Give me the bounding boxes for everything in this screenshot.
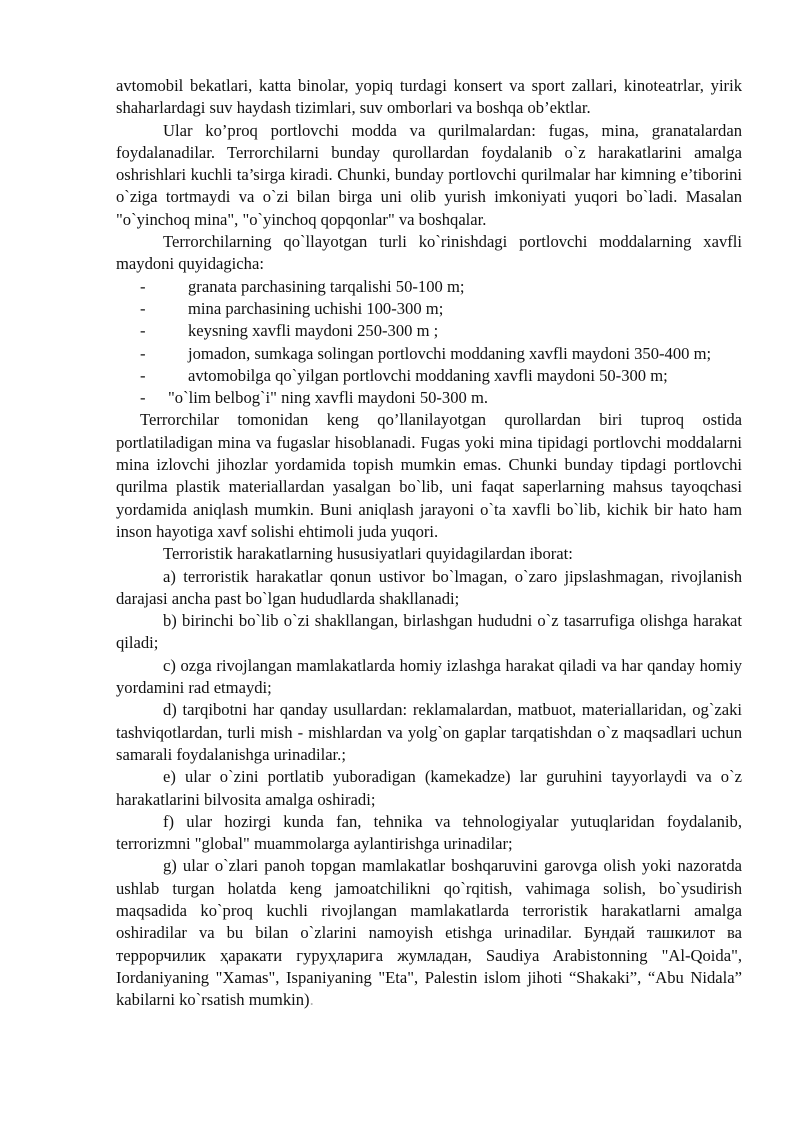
list-item (116, 276, 742, 298)
list-item-text: granata parchasining tarqalishi 50-100 m; (188, 276, 465, 296)
list-item (116, 320, 742, 342)
list-item-text: keysning xavfli maydoni 250-300 m ; (188, 321, 439, 341)
list-item (116, 298, 742, 320)
list-dash: - (140, 321, 146, 341)
paragraph-feature-b: b) birinchi bo`lib o`zi shakllangan, birlashgan hududni o`z tasarrufiga olishga harakat qiladi; (116, 611, 742, 653)
paragraph-end-dot: . (309, 990, 314, 1010)
list-item-text: jomadon, sumkaga solingan portlovchi moddaning xavfli maydoni 350-400 m; (188, 343, 712, 363)
list-item-text: avtomobilga qo`yilgan portlovchi moddaning xavfli maydoni 50-300 m; (188, 365, 668, 385)
list-dash: - (140, 388, 146, 408)
paragraph-feature-a: a) terroristik harakatlar qonun ustivor bo`lmagan, o`zaro jipslashmagan, rivojlanish darajasi ancha past bo`lgan hududlarda shakllanadi; (116, 566, 742, 608)
paragraph-feature-g-text: g) ular o`zlari panoh topgan mamlakatlar boshqaruvini garovga olish yoki nazoratda ushlab turgan holatda keng jamoatchilikni qo`rqitish, vahimaga solish, bo`ysudirish maqsadida ko`proq kuchli rivojlangan mamlakatlarda terroristik harakatlarni amalga oshiradilar va bu bilan o`zlarini namoyish etishga urinadilar. Бундай ташкилот ва террорчилик ҳаракати гуруҳларига жумладан, Saudiya Arabistonning "Al-Qoida", Iordaniyaning "Xamas", Ispaniyaning "Eta", Palestin islom jihoti “Shakaki”, “Abu Nidala” kabilarni ko`rsatish mumkin) (116, 856, 742, 1010)
paragraph-explosives: Ular ko’proq portlovchi modda va qurilmalardan: fugas, mina, granatalardan foydalanadilar. Terrorchilarni bunday qurollardan foydalanib o`z harakatlarini amalga oshrishlari kuchli ta’sirga kiradi. Chunki, bunday portlovchi qurilmalar har kimning e’tiborini o`ziga tortmaydi va o`zi bilan birga uni olib yurish imkoniyati yuqori bo`ladi. Masalan "o`yinchoq mina", "o`yinchoq qopqonlar" va boshqalar. (116, 120, 742, 229)
paragraph-feature-c: c) ozga rivojlangan mamlakatlarda homiy izlashga harakat qiladi va har qanday homiy yordamini rad etmaydi; (116, 655, 742, 698)
paragraph-features-intro: Terroristik harakatlarning hususiyatlari quyidagilardan iborat: (163, 544, 573, 564)
list-dash: - (140, 343, 146, 363)
paragraph-feature-d: d) tarqibotni har qanday usullardan: reklamalardan, matbuot, materiallaridan, og`zaki tashviqotlardan, turli mish - mishlardan va yolg`on gaplar tarqatishdan o`z maqsadlari uchun samarali foydalanishga urinadilar.; (116, 700, 742, 764)
paragraph-feature-g (116, 855, 742, 1011)
list-dash: - (140, 365, 146, 385)
list-item-text: "o`lim belbog`i" ning xavfli maydoni 50-300 m. (168, 388, 489, 408)
list-item (116, 365, 742, 387)
list-dash: - (140, 298, 146, 318)
paragraph-mines-fugas: Terrorchilar tomonidan keng qo’llanilayotgan qurollardan biri tuproq ostida portlatiladigan mina va fugaslar hisoblanadi. Fugas yoki mina tipidagi portlovchi moddalarni mina izlovchi jihozlar yordamida topish mumkin emas. Chunki bunday tipdagi portlovchi qurilma plastik materiallardan yasalgan bo`lib, uni faqat saperlarning mahsus tayoqchasi yordamida aniqlash mumkin. Buni aniqlash jarayoni o`ta xavfli bo`lib, kichik bir hato ham inson hayotiga xavf solishi ehtimoli juda yuqori. (116, 410, 742, 541)
list-item (116, 343, 742, 365)
paragraph-feature-f: f) ular hozirgi kunda fan, tehnika va tehnologiyalar yutuqlaridan foydalanib, terrorizmni "global" muammolarga aylantirishga urinadilar; (116, 811, 742, 854)
list-item (116, 387, 742, 409)
list-item-text: mina parchasining uchishi 100-300 m; (188, 298, 444, 318)
paragraph-danger-zone-intro: Terrorchilarning qo`llayotgan turli ko`rinishdagi portlovchi moddalarning xavfli maydoni quyidagicha: (116, 232, 742, 274)
paragraph-intro-continuation: avtomobil bekatlari, katta binolar, yopiq turdagi konsert va sport zallari, kinoteatrlar, yirik shaharlardagi suv haydash tizimlari, suv omborlari va boshqa ob’ektlar. (116, 76, 742, 118)
list-dash: - (140, 276, 146, 296)
paragraph-feature-e: e) ular o`zini portlatib yuboradigan (kamekadze) lar guruhini tayyorlaydi va o`z harakatlarini bilvosita amalga oshiradi; (116, 767, 742, 809)
document-page (116, 75, 742, 1011)
